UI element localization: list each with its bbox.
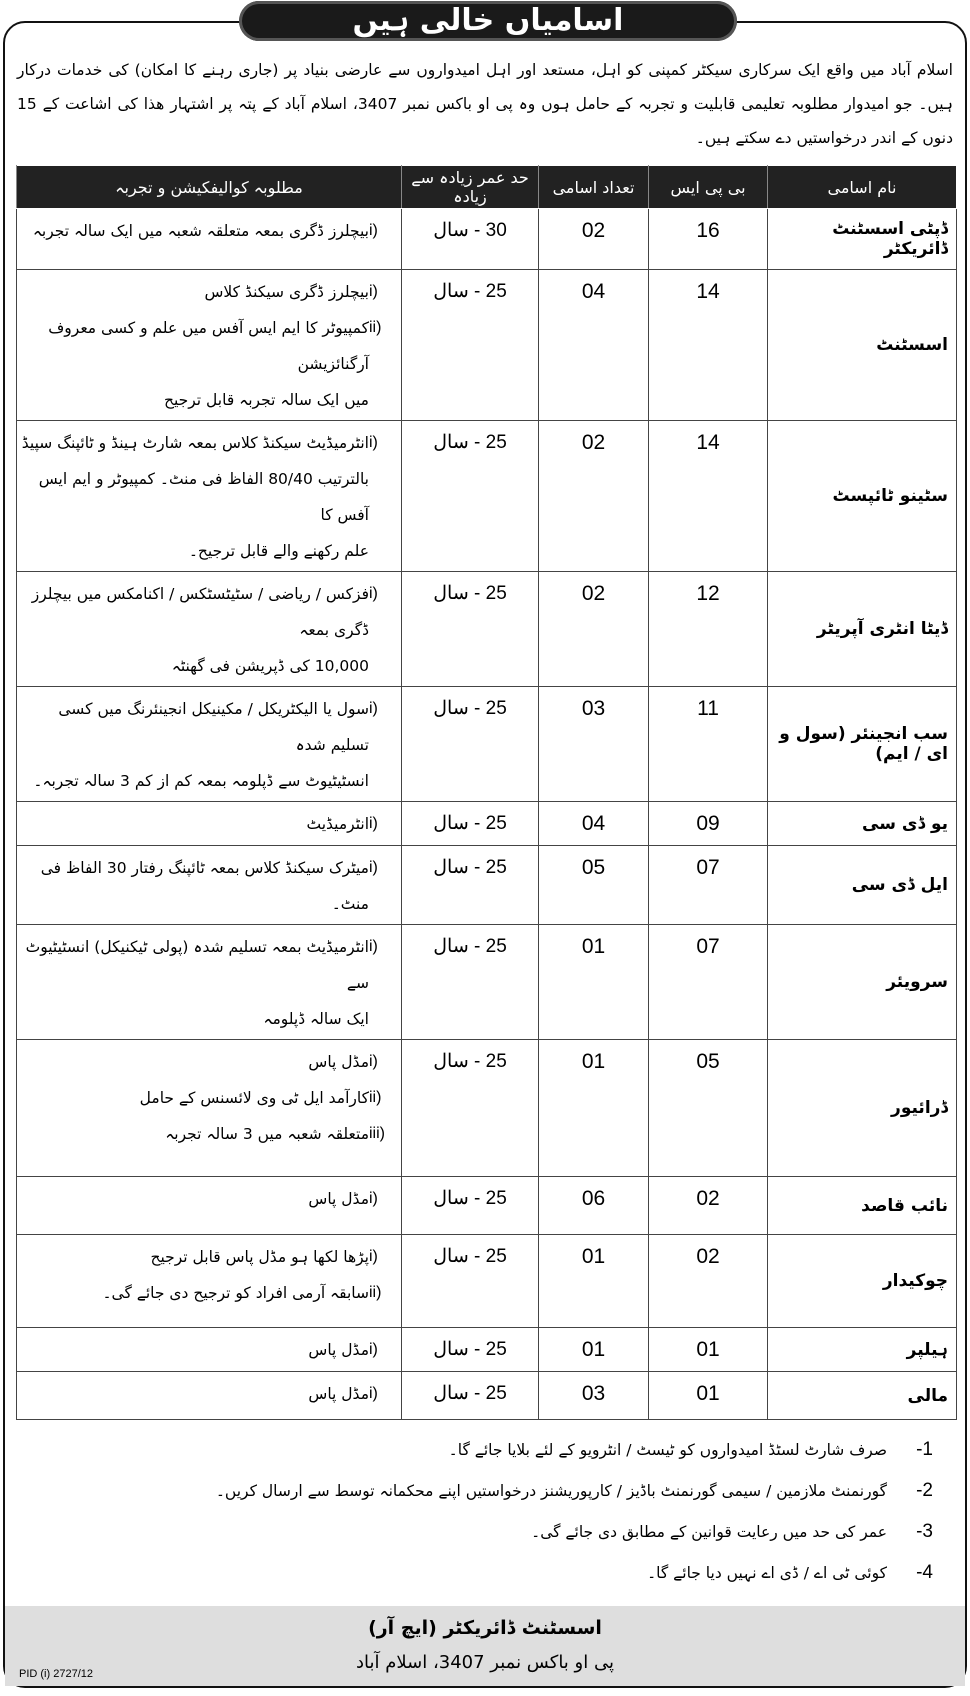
ad-title: اسامیاں خالی ہیں (239, 1, 737, 41)
post-name: ڈرائیور (768, 1040, 957, 1177)
qualification-line (21, 648, 395, 684)
table-row (17, 846, 957, 925)
note-item (5, 1432, 947, 1473)
qualification-text: بالترتیب 80/40 الفاظ فی منٹ۔ کمپیوٹر و ایم ایس آفس کا (38, 470, 369, 524)
qualification-text: سابقہ آرمی افراد کو ترجیح دی جائے گی۔ (102, 1284, 369, 1302)
item-numeral: i) (369, 859, 378, 876)
bps-value: 02 (649, 1235, 768, 1328)
qualification-text: مڈل پاس (308, 1053, 369, 1071)
qualification-line (21, 1044, 395, 1080)
post-name: ڈیٹا انٹری آپریٹر (768, 572, 957, 687)
item-numeral: i) (369, 222, 378, 239)
post-name: ایل ڈی سی (768, 846, 957, 925)
signatory-address: پی او باکس نمبر 3407، اسلام آباد (356, 1652, 614, 1673)
post-name: یو ڈی سی (768, 802, 957, 846)
post-name: ڈپٹی اسسٹنٹ ڈائریکٹر (768, 209, 957, 270)
item-numeral: ii) (369, 1089, 382, 1106)
note-text: صرف شارٹ لسٹڈ امیدواروں کو ٹیسٹ / انٹرویو کے لئے بلایا جائے گا۔ (448, 1441, 887, 1459)
table-header (17, 166, 957, 209)
item-numeral: i) (369, 938, 378, 955)
qualification-text: انٹرمیڈیٹ سیکنڈ کلاس بمعہ شارٹ ہینڈ و ٹائپنگ سپیڈ (21, 434, 369, 452)
qualification-cell (17, 1177, 402, 1235)
bps-value: 07 (649, 846, 768, 925)
item-numeral (369, 648, 395, 684)
item-numeral: i) (369, 434, 378, 451)
item-numeral (369, 461, 395, 533)
table-row (17, 802, 957, 846)
table-row (17, 1372, 957, 1420)
qualification-line (21, 1181, 395, 1217)
table-row (17, 687, 957, 802)
qualification-text: علم رکھنے والے قابل ترجیح۔ (188, 542, 369, 560)
max-age: 25 - سال (402, 1372, 539, 1420)
note-item (5, 1473, 947, 1514)
posts-count: 01 (539, 1235, 649, 1328)
table-row (17, 1040, 957, 1177)
qualification-line (21, 461, 395, 533)
post-name: اسسٹنٹ (768, 270, 957, 421)
qualification-line (21, 382, 395, 418)
bps-value: 09 (649, 802, 768, 846)
max-age: 25 - سال (402, 802, 539, 846)
qualification-cell (17, 802, 402, 846)
max-age: 25 - سال (402, 1235, 539, 1328)
posts-count: 01 (539, 1328, 649, 1372)
max-age: 25 - سال (402, 846, 539, 925)
max-age: 25 - سال (402, 421, 539, 572)
header-post-name: نام اسامی (768, 166, 957, 209)
item-numeral: iii) (369, 1125, 385, 1142)
qualification-cell (17, 572, 402, 687)
qualification-cell (17, 925, 402, 1040)
item-numeral: i) (369, 1341, 378, 1358)
qualification-cell (17, 270, 402, 421)
table-row (17, 270, 957, 421)
item-numeral: ii) (369, 319, 382, 336)
qualification-line (21, 806, 395, 842)
note-text: عمر کی حد میں رعایت قوانین کے مطابق دی جائے گی۔ (531, 1523, 887, 1541)
bps-value: 01 (649, 1372, 768, 1420)
note-text: کوئی ٹی اے / ڈی اے نہیں دیا جائے گا۔ (647, 1564, 887, 1582)
table-row (17, 572, 957, 687)
post-name: مالی (768, 1372, 957, 1420)
post-name: نائب قاصد (768, 1177, 957, 1235)
qualification-line (21, 1275, 395, 1311)
bps-value: 07 (649, 925, 768, 1040)
posts-count: 04 (539, 270, 649, 421)
posts-count: 02 (539, 421, 649, 572)
qualification-text: مڈل پاس (308, 1190, 369, 1208)
note-item (5, 1514, 947, 1555)
item-numeral: i) (369, 1248, 378, 1265)
bps-value: 02 (649, 1177, 768, 1235)
item-numeral: i) (369, 1053, 378, 1070)
qualification-cell (17, 846, 402, 925)
qualification-line (21, 763, 395, 799)
max-age: 25 - سال (402, 1040, 539, 1177)
qualification-line (21, 1376, 395, 1412)
max-age: 25 - سال (402, 270, 539, 421)
notes-list (5, 1420, 965, 1606)
header-max-age: حد عمر زیادہ سے زیادہ (402, 166, 539, 209)
qualification-text: مڈل پاس (308, 1385, 369, 1403)
qualification-cell (17, 687, 402, 802)
qualification-text: انٹرمیڈیٹ (306, 815, 369, 833)
qualification-line (21, 691, 395, 763)
post-name: سرویئر (768, 925, 957, 1040)
qualification-text: متعلقہ شعبہ میں 3 سالہ تجربہ (165, 1125, 369, 1143)
qualification-line (21, 274, 395, 310)
posts-count: 02 (539, 209, 649, 270)
max-age: 30 - سال (402, 209, 539, 270)
item-numeral: ii) (369, 1284, 382, 1301)
item-numeral: i) (369, 1385, 378, 1402)
qualification-line (21, 213, 395, 249)
qualification-text: ایک سالہ ڈپلومہ (263, 1010, 369, 1028)
note-text: گورنمنٹ ملازمین / سیمی گورنمنٹ باڈیز / کارپوریشنز درخواستیں اپنے محکمانہ توسط سے ارسال کریں۔ (215, 1482, 887, 1500)
qualification-text: میں ایک سالہ تجربہ قابل ترجیح (163, 391, 369, 409)
qualification-text: انٹرمیڈیٹ بمعہ تسلیم شدہ (پولی ٹیکنیکل) انسٹیٹیوٹ سے (25, 938, 369, 992)
qualification-cell (17, 1235, 402, 1328)
table-row (17, 1328, 957, 1372)
item-numeral: i) (369, 585, 378, 602)
posts-count: 01 (539, 1040, 649, 1177)
table-row (17, 1235, 957, 1328)
posts-count: 04 (539, 802, 649, 846)
item-numeral (369, 1001, 395, 1037)
item-numeral (369, 382, 395, 418)
header-posts-count: تعداد اسامی (539, 166, 649, 209)
qualification-text: مڈل پاس (308, 1341, 369, 1359)
qualification-text: کارآمد ایل ٹی وی لائسنس کے حامل (139, 1089, 369, 1107)
bps-value: 12 (649, 572, 768, 687)
table-row (17, 209, 957, 270)
qualification-cell (17, 1040, 402, 1177)
header-qualification: مطلوبہ کوالیفکیشن و تجربہ (17, 166, 402, 209)
qualification-line (21, 310, 395, 382)
post-name: سٹینو ٹائپسٹ (768, 421, 957, 572)
bps-value: 14 (649, 270, 768, 421)
max-age: 25 - سال (402, 1328, 539, 1372)
signatory-title: اسسٹنٹ ڈائریکٹر (ایچ آر) (368, 1617, 602, 1639)
qualification-line (21, 1080, 395, 1116)
table-row (17, 421, 957, 572)
bps-value: 16 (649, 209, 768, 270)
qualification-text: بیچلرز ڈگری بمعہ متعلقہ شعبہ میں ایک سالہ تجربہ (32, 222, 369, 240)
item-numeral: i) (369, 815, 378, 832)
table-row (17, 925, 957, 1040)
pid-number: PID (i) 2727/12 (19, 1668, 93, 1680)
item-numeral: i) (369, 283, 378, 300)
posts-count: 05 (539, 846, 649, 925)
bps-value: 11 (649, 687, 768, 802)
post-name: چوکیدار (768, 1235, 957, 1328)
table-row (17, 1177, 957, 1235)
posts-count: 03 (539, 1372, 649, 1420)
qualification-line (21, 1332, 395, 1368)
qualification-text: بیچلرز ڈگری سیکنڈ کلاس (204, 283, 369, 301)
bps-value: 05 (649, 1040, 768, 1177)
header-bps: بی پی ایس (649, 166, 768, 209)
qualification-line (21, 576, 395, 648)
qualification-text: پڑھا لکھا ہو مڈل پاس قابل ترجیح (150, 1248, 369, 1266)
bps-value: 01 (649, 1328, 768, 1372)
note-number: -2 (916, 1480, 933, 1501)
post-name: سب انجینئر (سول و ای / ایم) (768, 687, 957, 802)
qualification-text: کمپیوٹر کا ایم ایس آفس میں علم و کسی معروف آرگنائزیشن (48, 319, 369, 373)
ad-frame (3, 3, 967, 1688)
posts-count: 02 (539, 572, 649, 687)
qualification-line (21, 850, 395, 922)
item-numeral (369, 533, 395, 569)
qualification-text: سول یا الیکٹریکل / مکینیکل انجینئرنگ میں کسی تسلیم شدہ (58, 700, 369, 754)
qualification-text: میٹرک سیکنڈ کلاس بمعہ ٹائپنگ رفتار 30 الفاظ فی منٹ۔ (40, 859, 369, 913)
item-numeral: i) (369, 700, 378, 717)
qualification-text: 10,000 کی ڈپریشن فی گھنٹہ (171, 657, 369, 675)
posts-count: 03 (539, 687, 649, 802)
note-item (5, 1555, 947, 1596)
max-age: 25 - سال (402, 925, 539, 1040)
qualification-line (21, 425, 395, 461)
max-age: 25 - سال (402, 687, 539, 802)
footer-band (5, 1606, 965, 1686)
qualification-cell (17, 421, 402, 572)
note-number: -4 (916, 1562, 933, 1583)
qualification-text: انسٹیٹیوٹ سے ڈپلومہ بمعہ کم از کم 3 سالہ تجربہ۔ (33, 772, 369, 790)
qualification-line (21, 929, 395, 1001)
note-number: -3 (916, 1521, 933, 1542)
qualification-cell (17, 1372, 402, 1420)
qualification-line (21, 1116, 395, 1152)
bps-value: 14 (649, 421, 768, 572)
qualification-line (21, 533, 395, 569)
item-numeral (369, 763, 395, 799)
qualification-text: فزکس / ریاضی / سٹیٹسٹکس / اکنامکس میں بیچلرز ڈگری بمعہ (31, 585, 369, 639)
qualification-cell (17, 1328, 402, 1372)
note-number: -1 (916, 1439, 933, 1460)
qualification-line (21, 1239, 395, 1275)
max-age: 25 - سال (402, 572, 539, 687)
vacancy-table (16, 165, 957, 1420)
post-name: ہیلپر (768, 1328, 957, 1372)
posts-count: 06 (539, 1177, 649, 1235)
max-age: 25 - سال (402, 1177, 539, 1235)
posts-count: 01 (539, 925, 649, 1040)
item-numeral: i) (369, 1190, 378, 1207)
qualification-line (21, 1001, 395, 1037)
intro-paragraph: اسلام آباد میں واقع ایک سرکاری سیکٹر کمپنی کو اہل، مستعد اور اہل امیدواروں سے عارضی بنیاد پر (جاری رہنے کا امکان) کی خدمات درکار ہیں۔ جو امیدوار مطلوبہ تعلیمی قابلیت و تجربہ کے حامل ہوں وہ پی او باکس نمبر 3407، اسلام آباد کے پتہ پر اشتہار ھذا کی اشاعت کے 15 دنوں کے اندر درخواستیں دے سکتے ہیں۔ (17, 61, 954, 147)
qualification-cell (17, 209, 402, 270)
